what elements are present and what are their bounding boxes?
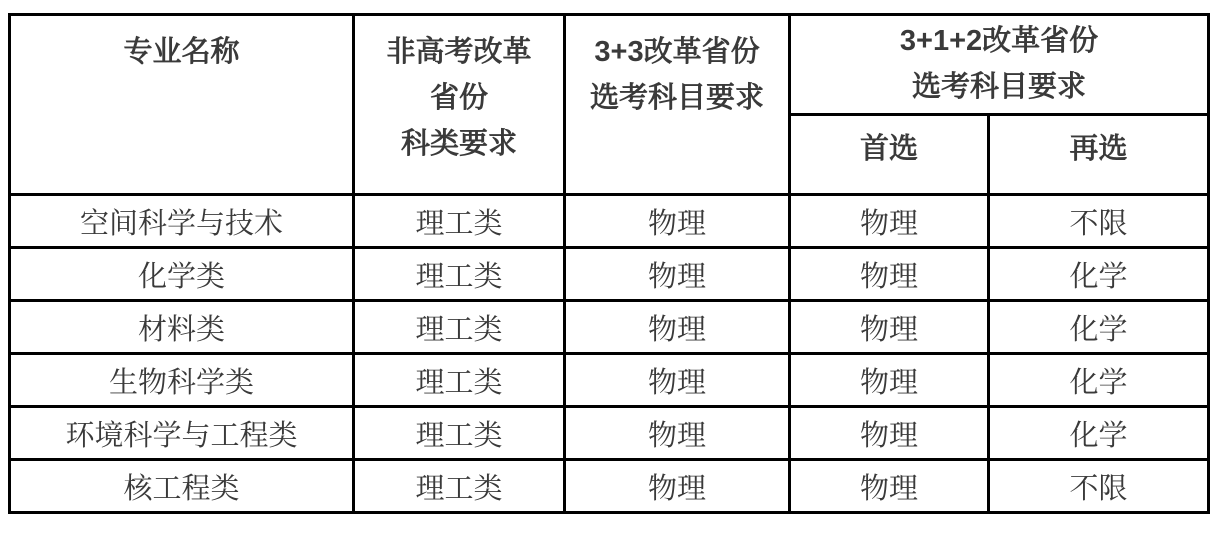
cell-3plus3: 物理 bbox=[565, 195, 790, 248]
cell-major: 空间科学与技术 bbox=[10, 195, 354, 248]
header-3plus3-line1: 3+3改革省份 bbox=[594, 36, 760, 68]
cell-3plus3: 物理 bbox=[565, 248, 790, 301]
cell-major: 生物科学类 bbox=[10, 354, 354, 407]
header-non-reform-provinces bbox=[354, 15, 565, 195]
header-non-reform-line1: 非高考改革 bbox=[386, 36, 532, 68]
table-row bbox=[10, 195, 1209, 248]
cell-major: 环境科学与工程类 bbox=[10, 407, 354, 460]
table-row bbox=[10, 354, 1209, 407]
cell-3plus3: 物理 bbox=[565, 301, 790, 354]
header-3plus3-provinces bbox=[565, 15, 790, 195]
cell-3plus3: 物理 bbox=[565, 460, 790, 513]
table-row bbox=[10, 407, 1209, 460]
cell-non-reform: 理工类 bbox=[354, 248, 565, 301]
cell-second-choice: 化学 bbox=[989, 407, 1209, 460]
subject-requirements-table bbox=[8, 13, 1210, 514]
cell-second-choice: 化学 bbox=[989, 248, 1209, 301]
table-row bbox=[10, 460, 1209, 513]
cell-non-reform: 理工类 bbox=[354, 354, 565, 407]
cell-major: 材料类 bbox=[10, 301, 354, 354]
cell-first-choice: 物理 bbox=[790, 301, 989, 354]
cell-first-choice: 物理 bbox=[790, 354, 989, 407]
header-3plus1plus2-line2: 选考科目要求 bbox=[912, 71, 1087, 103]
cell-first-choice: 物理 bbox=[790, 407, 989, 460]
cell-3plus3: 物理 bbox=[565, 407, 790, 460]
header-row-main bbox=[10, 15, 1209, 115]
header-3plus1plus2-provinces bbox=[790, 15, 1209, 115]
table-row bbox=[10, 248, 1209, 301]
cell-first-choice: 物理 bbox=[790, 195, 989, 248]
header-non-reform-line3: 科类要求 bbox=[400, 128, 517, 160]
header-non-reform-line2: 省份 bbox=[429, 82, 488, 114]
header-second-choice: 再选 bbox=[989, 115, 1209, 195]
cell-non-reform: 理工类 bbox=[354, 460, 565, 513]
header-major-name-label: 专业名称 bbox=[123, 36, 240, 68]
cell-non-reform: 理工类 bbox=[354, 407, 565, 460]
header-first-choice: 首选 bbox=[790, 115, 989, 195]
cell-non-reform: 理工类 bbox=[354, 195, 565, 248]
header-major-name bbox=[10, 15, 354, 195]
header-3plus1plus2-line1: 3+1+2改革省份 bbox=[899, 25, 1099, 57]
cell-major: 化学类 bbox=[10, 248, 354, 301]
cell-first-choice: 物理 bbox=[790, 460, 989, 513]
header-3plus3-line2: 选考科目要求 bbox=[589, 82, 764, 114]
cell-second-choice: 化学 bbox=[989, 354, 1209, 407]
cell-non-reform: 理工类 bbox=[354, 301, 565, 354]
cell-3plus3: 物理 bbox=[565, 354, 790, 407]
cell-second-choice: 化学 bbox=[989, 301, 1209, 354]
cell-second-choice: 不限 bbox=[989, 195, 1209, 248]
table-row bbox=[10, 301, 1209, 354]
cell-second-choice: 不限 bbox=[989, 460, 1209, 513]
cell-major: 核工程类 bbox=[10, 460, 354, 513]
cell-first-choice: 物理 bbox=[790, 248, 989, 301]
